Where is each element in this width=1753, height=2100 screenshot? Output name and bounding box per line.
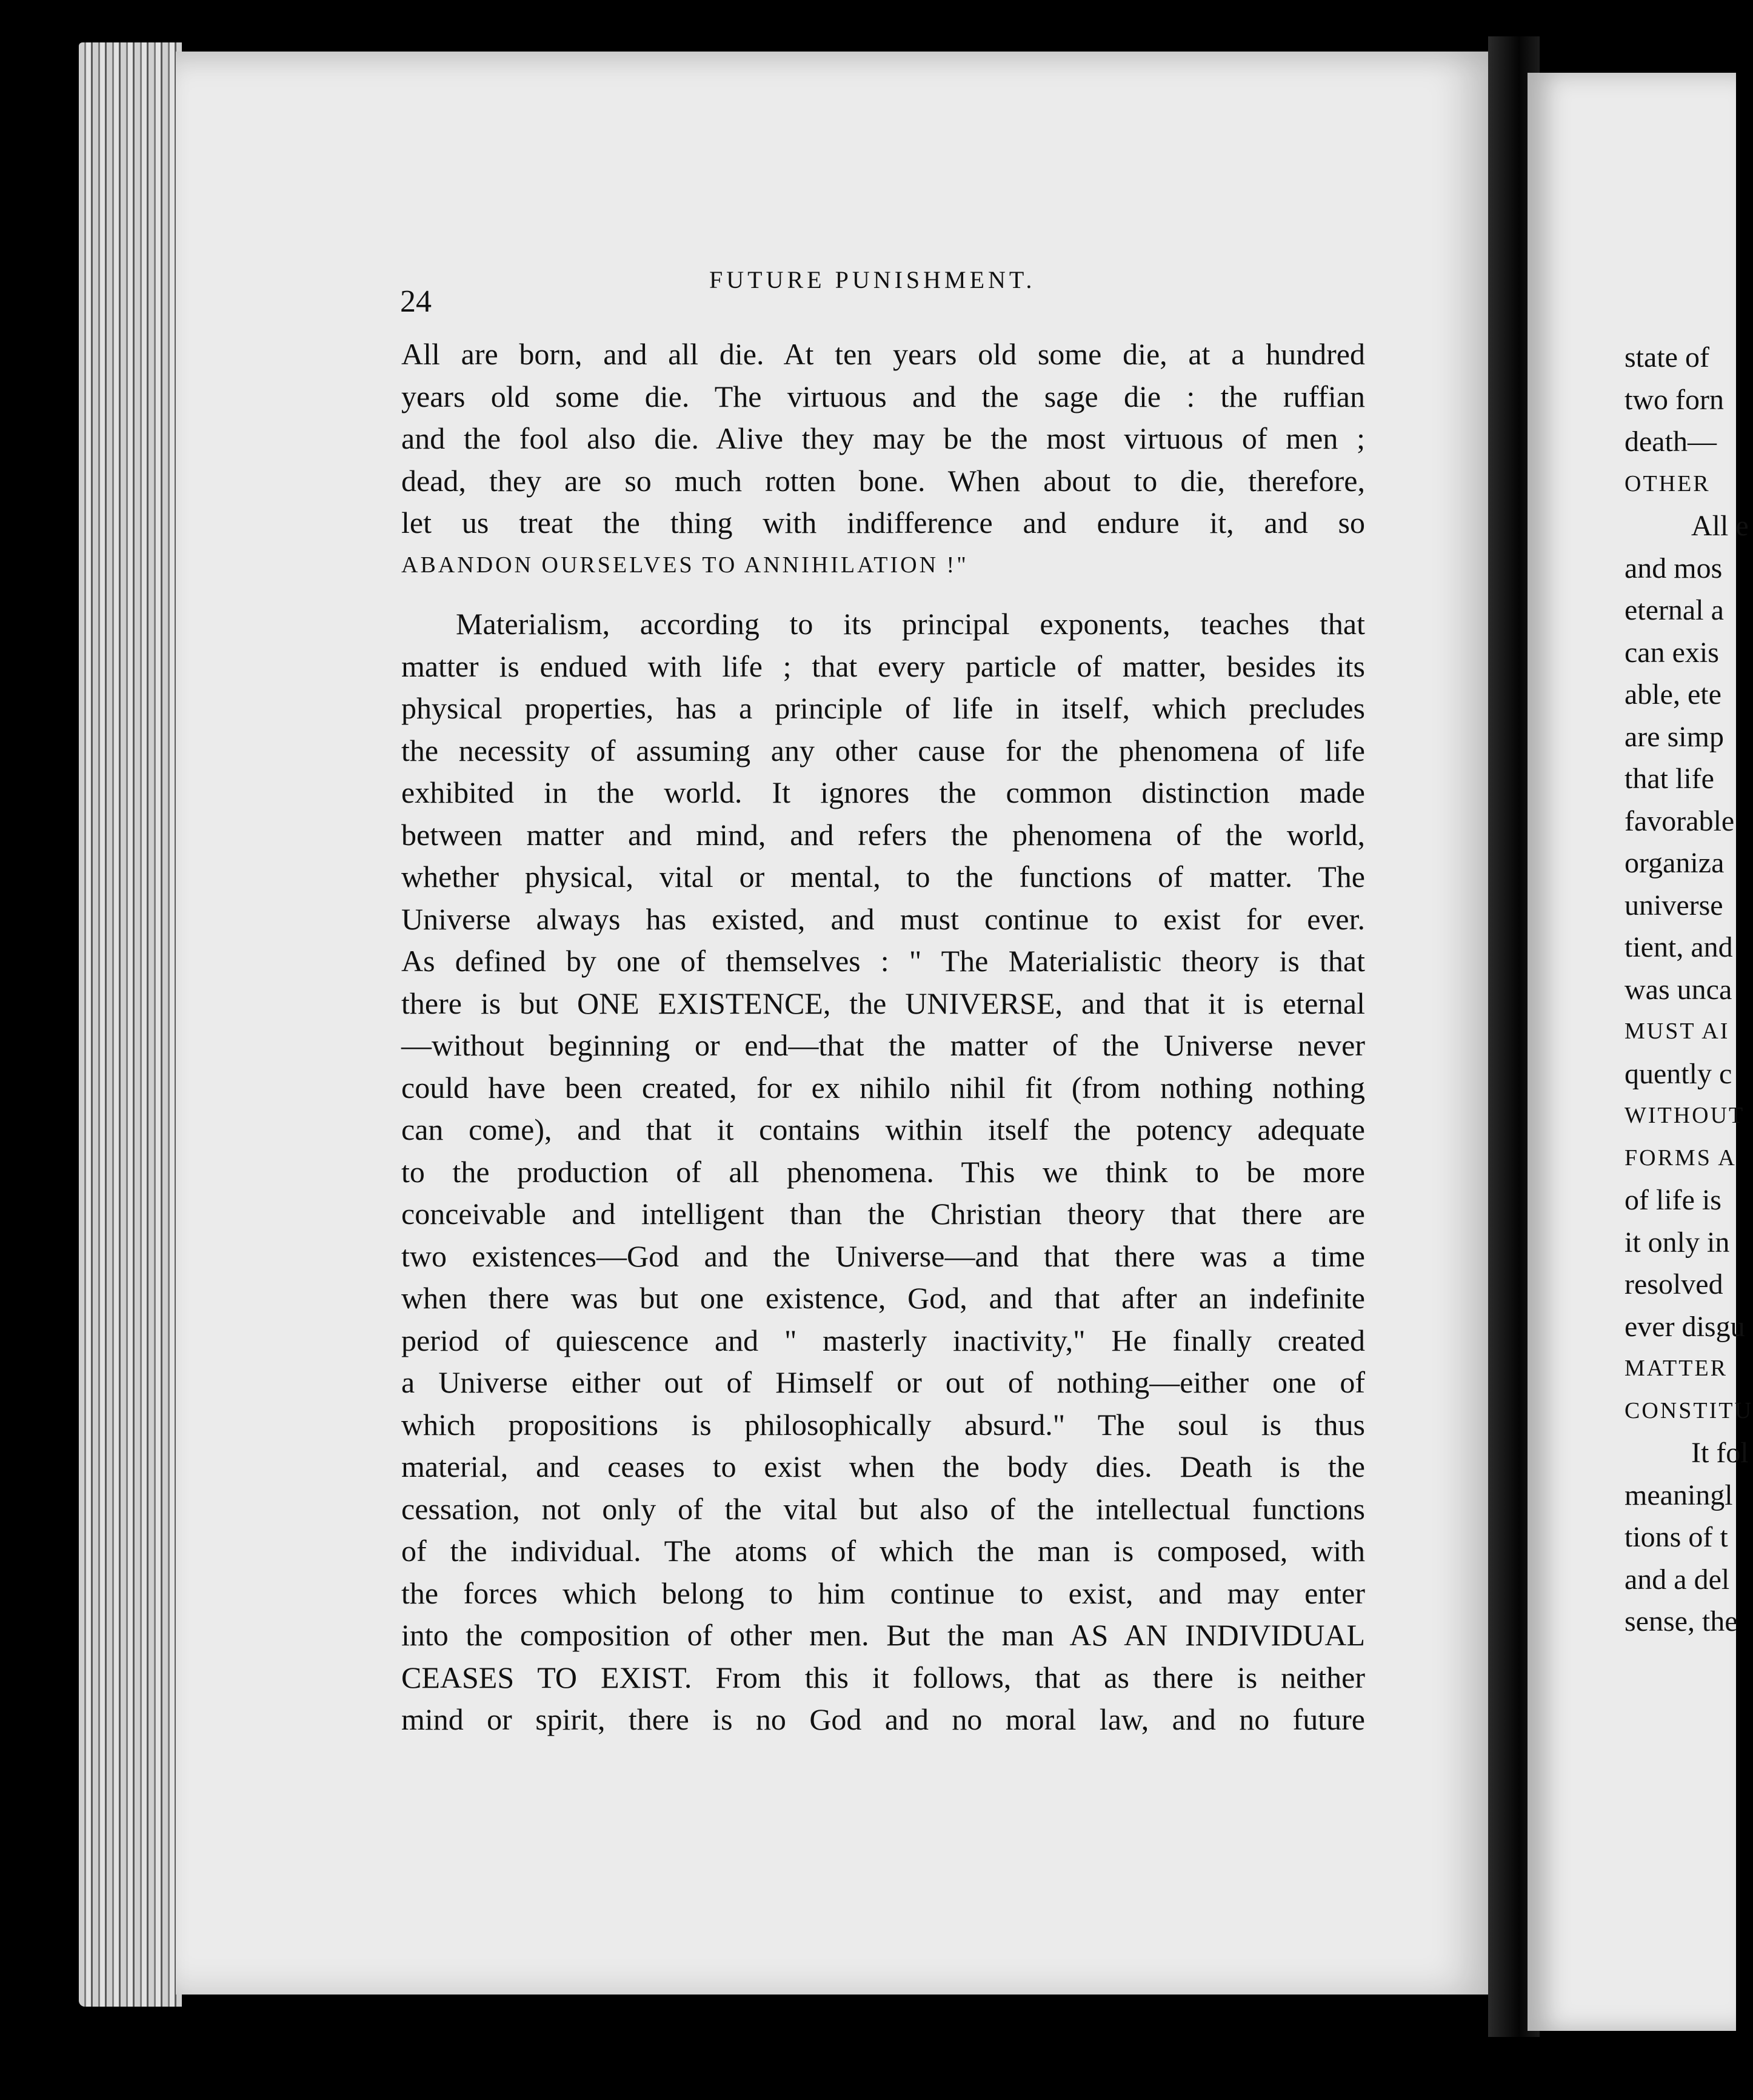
- text-line: there is but ONE EXISTENCE, the UNIVERSE, and that it is eternal: [401, 986, 1365, 1020]
- text-line: meaningl: [1624, 1479, 1733, 1511]
- text-line: material, and ceases to exist when the body dies. Death is the: [401, 1450, 1365, 1483]
- left-page-text: [401, 333, 1365, 1741]
- text-line: let us treat the thing with indifference and endure it, and so: [401, 506, 1365, 540]
- text-line: two forn: [1624, 383, 1724, 416]
- text-line: All are born, and all die. At ten years old some die, at a hundred: [401, 337, 1365, 371]
- text-line: Universe always has existed, and must continue to exist for ever.: [401, 901, 1365, 936]
- text-line: which propositions is philosophically absurd." The soul is thus: [401, 1407, 1365, 1442]
- text-line: cessation, not only of the vital but also of the intellectual functions: [401, 1491, 1365, 1526]
- right-page-text: [1624, 336, 1753, 1643]
- text-line: universe: [1624, 889, 1723, 921]
- text-line: death—: [1624, 426, 1717, 458]
- text-line: can exis: [1624, 636, 1719, 669]
- text-line: MATTER: [1624, 1356, 1728, 1381]
- text-line: resolved: [1624, 1268, 1723, 1300]
- text-line: and a del: [1624, 1563, 1730, 1596]
- text-line: it only in: [1624, 1226, 1730, 1259]
- text-line: WITHOUT: [1624, 1103, 1745, 1128]
- text-line: quently c: [1624, 1057, 1732, 1090]
- text-line: sense, the: [1624, 1605, 1738, 1637]
- text-line: physical properties, has a principle of life in itself, which precludes: [401, 691, 1365, 725]
- text-line: MUST AI: [1624, 1018, 1730, 1044]
- text-line: ever disgu: [1624, 1310, 1745, 1343]
- text-line: and mos: [1624, 552, 1723, 584]
- text-line: to the production of all phenomena. This we think to be more: [401, 1154, 1365, 1189]
- text-line: conceivable and intelligent than the Christian theory that there are: [401, 1197, 1365, 1231]
- text-line: period of quiescence and " masterly inactivity," He finally created: [401, 1323, 1365, 1357]
- text-line: exhibited in the world. It ignores the common distinction made: [401, 775, 1365, 809]
- text-line: organiza: [1624, 847, 1725, 879]
- running-head: FUTURE PUNISHMENT.: [709, 266, 1036, 293]
- text-line: —without beginning or end—that the matter of the Universe never: [401, 1028, 1365, 1062]
- page-header: [400, 259, 1376, 319]
- text-line: All e: [1691, 510, 1749, 542]
- text-line: the necessity of assuming any other cause for the phenomena of life: [401, 733, 1365, 767]
- text-line: As defined by one of themselves : " The Materialistic theory is that: [401, 944, 1365, 978]
- text-line: It fol: [1691, 1437, 1749, 1469]
- text-line: the forces which belong to him continue to exist, and may enter: [401, 1576, 1365, 1610]
- text-line: of the individual. The atoms of which the man is composed, with: [401, 1534, 1365, 1568]
- text-line: eternal a: [1624, 594, 1724, 626]
- text-line: into the composition of other men. But the man AS AN INDIVIDUAL: [401, 1618, 1365, 1652]
- text-line: dead, they are so much rotten bone. When about to die, therefore,: [401, 463, 1365, 498]
- text-line: tient, and: [1624, 931, 1733, 963]
- page-number: 24: [400, 284, 432, 319]
- book-page-edges: [79, 42, 182, 2007]
- text-line: and the fool also die. Alive they may be the most virtuous of men ;: [401, 421, 1365, 455]
- text-line: a Universe either out of Himself or out of nothing—either one of: [401, 1365, 1365, 1399]
- text-line: Materialism, according to its principal exponents, teaches that: [456, 607, 1365, 641]
- text-line: when there was but one existence, God, and that after an indefinite: [401, 1281, 1365, 1315]
- text-line: of life is: [1624, 1184, 1721, 1216]
- text-line: favorable: [1624, 804, 1735, 837]
- text-line: years old some die. The virtuous and the sage die : the ruffian: [401, 379, 1365, 413]
- text-line: are simp: [1624, 720, 1724, 753]
- text-line: able, ete: [1624, 678, 1721, 711]
- text-line: two existences—God and the Universe—and that there was a time: [401, 1239, 1365, 1273]
- text-line: that life: [1624, 763, 1714, 795]
- text-line: OTHER: [1624, 470, 1711, 497]
- text-line: tions of t: [1624, 1521, 1728, 1553]
- text-line: mind or spirit, there is no God and no moral law, and no future: [401, 1702, 1365, 1736]
- text-line: was unca: [1624, 973, 1732, 1006]
- text-line: CEASES TO EXIST. From this it follows, that as there is neither: [401, 1660, 1365, 1694]
- text-line: matter is endued with life ; that every particle of matter, besides its: [401, 649, 1365, 683]
- text-line: between matter and mind, and refers the phenomena of the world,: [401, 817, 1365, 852]
- text-line: CONSTITU: [1624, 1397, 1753, 1423]
- text-line: can come), and that it contains within itself the potency adequate: [401, 1112, 1365, 1146]
- text-line: state of: [1624, 341, 1709, 373]
- text-line: whether physical, vital or mental, to the functions of matter. The: [401, 860, 1365, 894]
- text-line: could have been created, for ex nihilo nihil fit (from nothing nothing: [401, 1070, 1365, 1105]
- text-line: FORMS A: [1624, 1145, 1737, 1171]
- paragraph-gap: [401, 586, 1365, 603]
- text-line: ABANDON OURSELVES TO ANNIHILATION !": [401, 552, 969, 578]
